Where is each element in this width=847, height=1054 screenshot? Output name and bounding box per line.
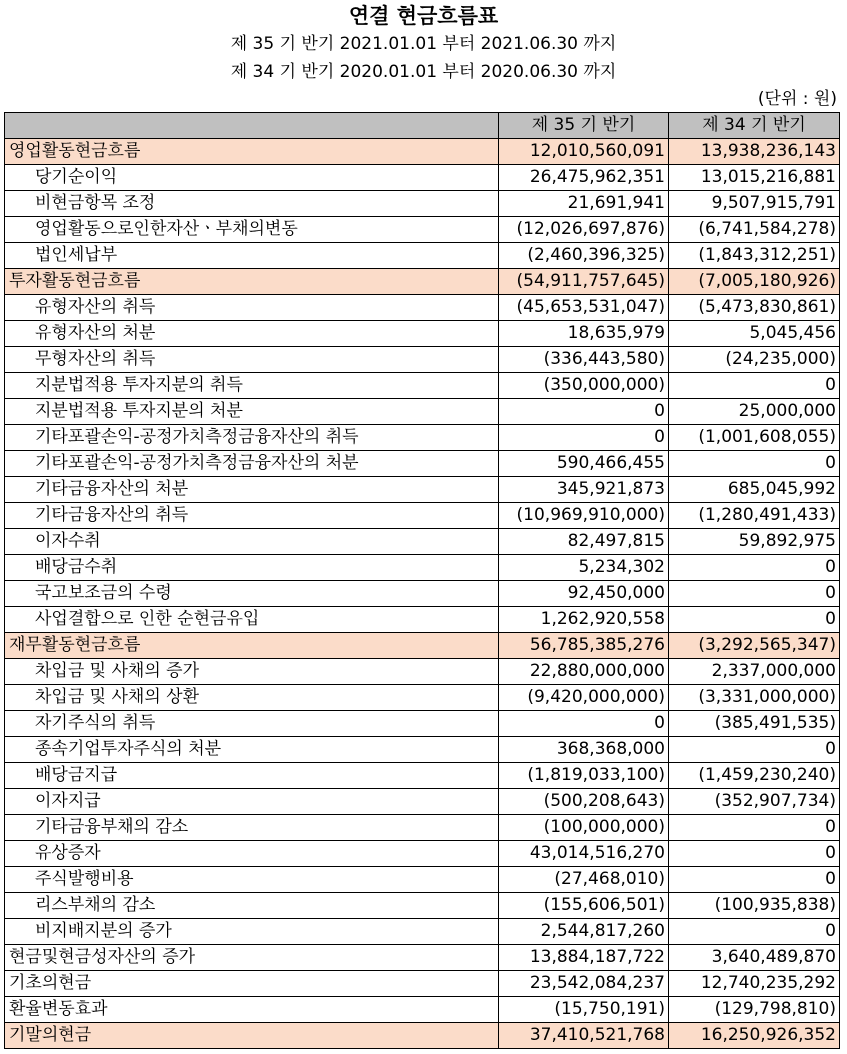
table-row <box>5 737 840 763</box>
row-label: 비지배지분의 증가 <box>5 919 499 945</box>
value-current: (10,969,910,000) <box>499 503 669 529</box>
value-prior: 13,938,236,143 <box>669 139 840 165</box>
value-prior: 0 <box>669 919 840 945</box>
value-current: 5,234,302 <box>499 555 669 581</box>
value-current: 590,466,455 <box>499 451 669 477</box>
value-current: (350,000,000) <box>499 373 669 399</box>
row-label: 영업활동현금흐름 <box>5 139 499 165</box>
row-label: 기타포괄손익-공정가치측정금융자산의 처분 <box>5 451 499 477</box>
value-prior: 3,640,489,870 <box>669 945 840 971</box>
value-current: 26,475,962,351 <box>499 165 669 191</box>
row-label: 차입금 및 사채의 증가 <box>5 659 499 685</box>
row-label: 기초의현금 <box>5 971 499 997</box>
value-prior: (7,005,180,926) <box>669 269 840 295</box>
table-body <box>5 139 840 1049</box>
value-current: (45,653,531,047) <box>499 295 669 321</box>
value-prior: 25,000,000 <box>669 399 840 425</box>
value-prior: (3,292,565,347) <box>669 633 840 659</box>
table-row <box>5 1023 840 1049</box>
table-row <box>5 191 840 217</box>
table-row <box>5 841 840 867</box>
value-current: (54,911,757,645) <box>499 269 669 295</box>
value-prior: 0 <box>669 815 840 841</box>
row-label: 주식발행비용 <box>5 867 499 893</box>
value-prior: 0 <box>669 607 840 633</box>
table-row <box>5 919 840 945</box>
value-current: (336,443,580) <box>499 347 669 373</box>
row-label: 기타포괄손익-공정가치측정금융자산의 취득 <box>5 425 499 451</box>
table-row <box>5 581 840 607</box>
table-row <box>5 451 840 477</box>
value-current: 2,544,817,260 <box>499 919 669 945</box>
period-current: 제 35 기 반기 2021.01.01 부터 2021.06.30 까지 <box>230 34 617 54</box>
value-current: 0 <box>499 425 669 451</box>
value-current: 18,635,979 <box>499 321 669 347</box>
table-row <box>5 971 840 997</box>
row-label: 지분법적용 투자지분의 취득 <box>5 373 499 399</box>
row-label: 무형자산의 취득 <box>5 347 499 373</box>
row-label: 유형자산의 취득 <box>5 295 499 321</box>
table-row <box>5 711 840 737</box>
table-row <box>5 893 840 919</box>
table-row <box>5 243 840 269</box>
value-current: (1,819,033,100) <box>499 763 669 789</box>
table-row <box>5 945 840 971</box>
table-row <box>5 139 840 165</box>
row-label: 리스부채의 감소 <box>5 893 499 919</box>
statement-title: 연결 현금흐름표 <box>348 4 499 28</box>
value-current: 1,262,920,558 <box>499 607 669 633</box>
table-row <box>5 685 840 711</box>
table-row <box>5 607 840 633</box>
value-prior: 0 <box>669 555 840 581</box>
value-prior: 9,507,915,791 <box>669 191 840 217</box>
row-label: 종속기업투자주식의 처분 <box>5 737 499 763</box>
row-label: 비현금항목 조정 <box>5 191 499 217</box>
value-prior: (6,741,584,278) <box>669 217 840 243</box>
row-label: 투자활동현금흐름 <box>5 269 499 295</box>
table-row <box>5 763 840 789</box>
table-row <box>5 269 840 295</box>
table-row <box>5 815 840 841</box>
table-row <box>5 399 840 425</box>
value-current: 12,010,560,091 <box>499 139 669 165</box>
value-prior: 5,045,456 <box>669 321 840 347</box>
header-current-period: 제 35 기 반기 <box>499 113 669 139</box>
value-prior: 0 <box>669 867 840 893</box>
table-row <box>5 529 840 555</box>
value-current: 92,450,000 <box>499 581 669 607</box>
row-label: 유형자산의 처분 <box>5 321 499 347</box>
value-prior: (24,235,000) <box>669 347 840 373</box>
value-current: 345,921,873 <box>499 477 669 503</box>
table-row <box>5 997 840 1023</box>
cash-flow-table <box>4 112 840 1049</box>
value-current: 56,785,385,276 <box>499 633 669 659</box>
value-current: (9,420,000,000) <box>499 685 669 711</box>
value-current: 82,497,815 <box>499 529 669 555</box>
value-prior: 0 <box>669 737 840 763</box>
table-row <box>5 503 840 529</box>
row-label: 기타금융자산의 취득 <box>5 503 499 529</box>
value-prior: 0 <box>669 841 840 867</box>
table-row <box>5 789 840 815</box>
value-prior: 0 <box>669 373 840 399</box>
row-label: 기타금융자산의 처분 <box>5 477 499 503</box>
period-prior: 제 34 기 반기 2020.01.01 부터 2020.06.30 까지 <box>230 62 617 82</box>
row-label: 재무활동현금흐름 <box>5 633 499 659</box>
row-label: 이자지급 <box>5 789 499 815</box>
value-prior: 2,337,000,000 <box>669 659 840 685</box>
table-row <box>5 165 840 191</box>
table-row <box>5 425 840 451</box>
value-prior: 12,740,235,292 <box>669 971 840 997</box>
value-current: (100,000,000) <box>499 815 669 841</box>
table-row <box>5 321 840 347</box>
value-current: (500,208,643) <box>499 789 669 815</box>
row-label: 차입금 및 사채의 상환 <box>5 685 499 711</box>
table-row <box>5 217 840 243</box>
row-label: 영업활동으로인한자산ㆍ부채의변동 <box>5 217 499 243</box>
value-prior: (5,473,830,861) <box>669 295 840 321</box>
row-label: 현금및현금성자산의 증가 <box>5 945 499 971</box>
value-prior: (3,331,000,000) <box>669 685 840 711</box>
value-current: 43,014,516,270 <box>499 841 669 867</box>
table-row <box>5 659 840 685</box>
table-row <box>5 347 840 373</box>
table-row <box>5 295 840 321</box>
value-current: 368,368,000 <box>499 737 669 763</box>
table-row <box>5 555 840 581</box>
value-prior: (1,459,230,240) <box>669 763 840 789</box>
value-current: (155,606,501) <box>499 893 669 919</box>
row-label: 배당금지급 <box>5 763 499 789</box>
value-current: 13,884,187,722 <box>499 945 669 971</box>
table-row <box>5 867 840 893</box>
statement-header <box>0 0 847 86</box>
value-current: (12,026,697,876) <box>499 217 669 243</box>
row-label: 기타금융부채의 감소 <box>5 815 499 841</box>
value-current: 0 <box>499 711 669 737</box>
value-current: (15,750,191) <box>499 997 669 1023</box>
value-current: 0 <box>499 399 669 425</box>
row-label: 기말의현금 <box>5 1023 499 1049</box>
row-label: 사업결합으로 인한 순현금유입 <box>5 607 499 633</box>
unit-label: (단위 : 원) <box>757 89 837 109</box>
table-row <box>5 633 840 659</box>
value-prior: (100,935,838) <box>669 893 840 919</box>
value-prior: (352,907,734) <box>669 789 840 815</box>
row-label: 이자수취 <box>5 529 499 555</box>
value-prior: (385,491,535) <box>669 711 840 737</box>
table-row <box>5 477 840 503</box>
row-label: 지분법적용 투자지분의 처분 <box>5 399 499 425</box>
table-header-row <box>5 113 840 139</box>
table-row <box>5 373 840 399</box>
value-prior: 13,015,216,881 <box>669 165 840 191</box>
value-prior: 59,892,975 <box>669 529 840 555</box>
value-prior: (1,001,608,055) <box>669 425 840 451</box>
row-label: 법인세납부 <box>5 243 499 269</box>
value-current: 21,691,941 <box>499 191 669 217</box>
value-prior: 16,250,926,352 <box>669 1023 840 1049</box>
row-label: 배당금수취 <box>5 555 499 581</box>
header-label <box>5 113 499 139</box>
value-prior: 685,045,992 <box>669 477 840 503</box>
value-current: (27,468,010) <box>499 867 669 893</box>
header-prior-period: 제 34 기 반기 <box>669 113 840 139</box>
row-label: 당기순이익 <box>5 165 499 191</box>
row-label: 국고보조금의 수령 <box>5 581 499 607</box>
value-prior: (1,280,491,433) <box>669 503 840 529</box>
value-prior: 0 <box>669 451 840 477</box>
value-current: (2,460,396,325) <box>499 243 669 269</box>
value-current: 37,410,521,768 <box>499 1023 669 1049</box>
value-current: 22,880,000,000 <box>499 659 669 685</box>
row-label: 자기주식의 취득 <box>5 711 499 737</box>
row-label: 환율변동효과 <box>5 997 499 1023</box>
row-label: 유상증자 <box>5 841 499 867</box>
value-prior: 0 <box>669 581 840 607</box>
value-current: 23,542,084,237 <box>499 971 669 997</box>
value-prior: (1,843,312,251) <box>669 243 840 269</box>
value-prior: (129,798,810) <box>669 997 840 1023</box>
